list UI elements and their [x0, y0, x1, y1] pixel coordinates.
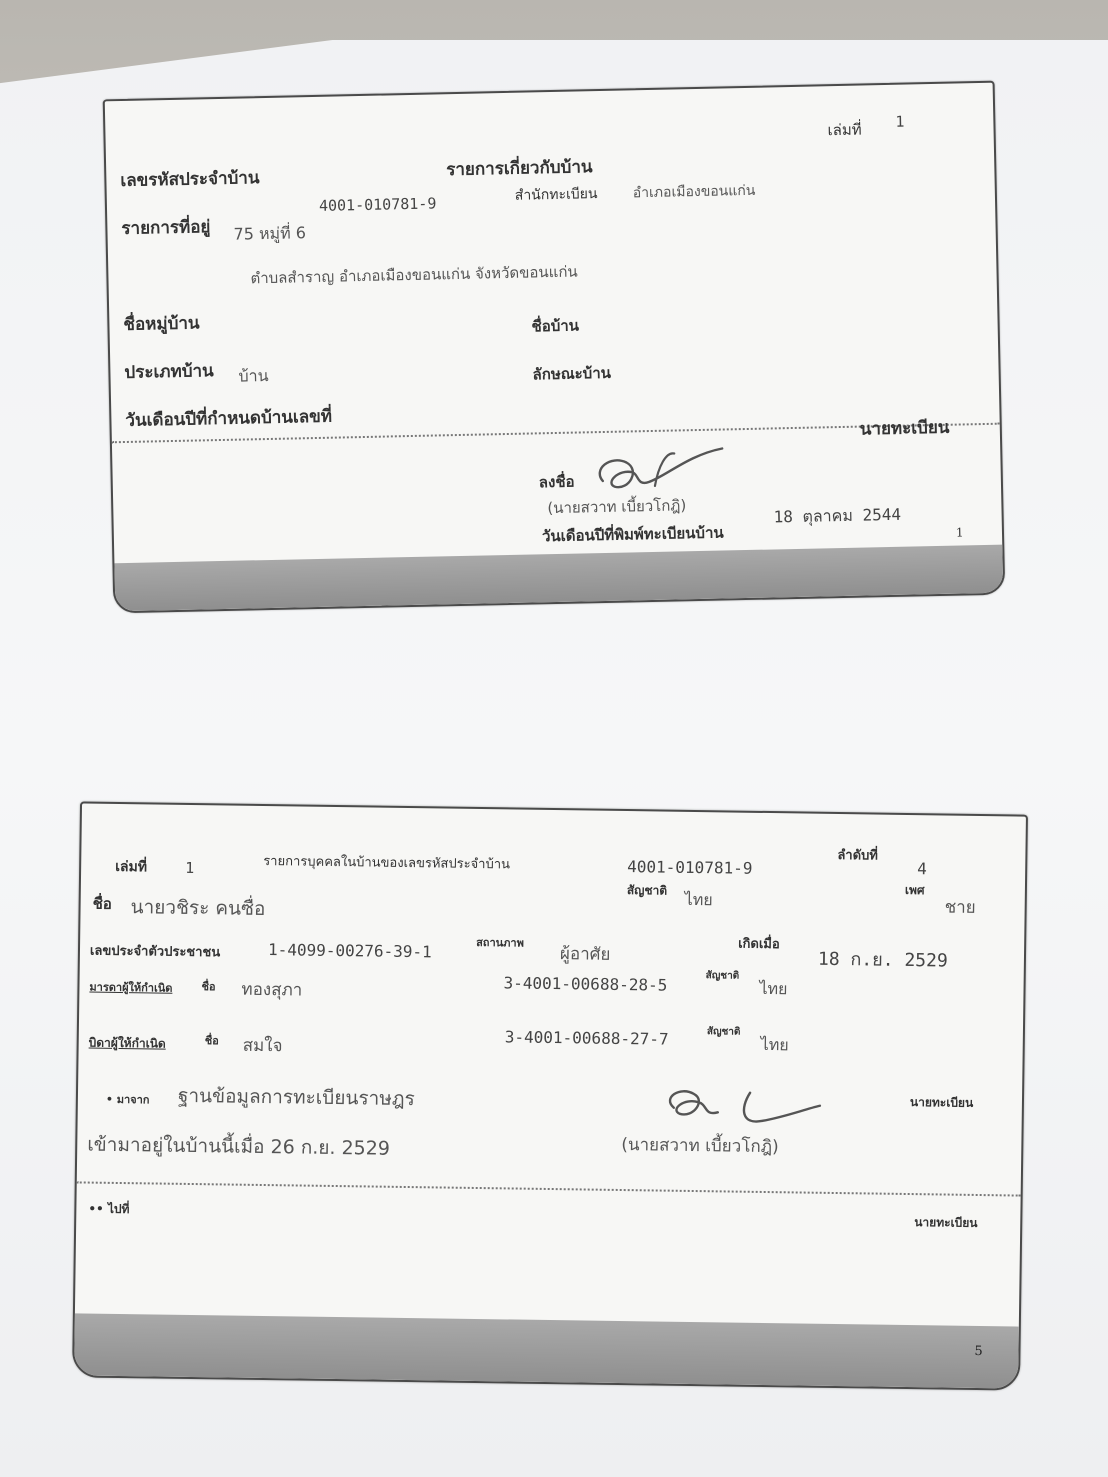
mother-label: มารดาผู้ให้กำเนิด: [89, 980, 173, 995]
order-number: 4: [917, 859, 927, 879]
village-name-label: ชื่อหมู่บ้าน: [123, 313, 200, 336]
card-title: รายการบุคคลในบ้านของเลขรหัสประจำบ้าน: [263, 853, 511, 873]
registry-office-label: สำนักทะเบียน: [514, 186, 598, 204]
status-label: สถานภาพ: [476, 935, 524, 950]
house-name-label: ชื่อบ้าน: [531, 316, 580, 336]
registrar-name: (นายสวาท เบี้ยวโกฎิ): [547, 496, 687, 518]
assign-date-label: วันเดือนปีที่กำหนดบ้านเลขที่: [125, 406, 333, 431]
sex-label: เพศ: [904, 882, 925, 898]
registrar-label: นายทะเบียน: [859, 417, 950, 440]
mother-nationality: ไทย: [759, 978, 788, 999]
house-details-card: [103, 81, 1006, 614]
status: ผู้อาศัย: [559, 944, 611, 965]
father-label: บิดาผู้ให้กำเนิด: [88, 1035, 166, 1051]
address-label: รายการที่อยู่: [121, 217, 211, 240]
born-date: 18 ก.ย. 2529: [817, 948, 948, 972]
sign-label: ลงชื่อ: [538, 472, 575, 492]
address-line-2: ตำบลสำราญ อำเภอเมืองขอนแก่น จังหวัดขอนแก่น: [250, 262, 578, 288]
to-label: •• ไปที่: [88, 1201, 130, 1217]
born-label: เกิดเมื่อ: [738, 936, 780, 953]
moved-in-text: เข้ามาอยู่ในบ้านนี้เมื่อ 26 ก.ย. 2529: [87, 1133, 391, 1160]
nationality-label: สัญชาติ: [626, 883, 668, 898]
book-label: เล่มที่: [827, 120, 862, 140]
house-character-label: ลักษณะบ้าน: [532, 363, 612, 384]
house-type-label: ประเภทบ้าน: [124, 361, 214, 383]
father-name: สมใจ: [242, 1035, 283, 1057]
father-nationality: ไทย: [760, 1034, 789, 1055]
registry-office: อำเภอเมืองขอนแก่น: [632, 182, 756, 202]
page-number: 1: [955, 525, 964, 540]
person-name: นายวชิระ คนซื่อ: [130, 896, 266, 921]
separator-line: [77, 1181, 1021, 1196]
person-details-card: [72, 801, 1028, 1390]
house-code: 4001-010781-9: [627, 857, 753, 878]
house-code: 4001-010781-9: [318, 194, 437, 215]
house-type: บ้าน: [238, 365, 269, 386]
id-label: เลขประจำตัวประชาชน: [89, 943, 221, 961]
mother-nationality-label: สัญชาติ: [705, 970, 740, 982]
name-label: ชื่อ: [92, 894, 112, 913]
mother-name-label: ชื่อ: [201, 980, 216, 994]
book-label: เล่มที่: [115, 858, 148, 876]
address-line-1: 75 หมู่ที่ 6: [233, 223, 307, 244]
card-title: รายการเกี่ยวกับบ้าน: [446, 157, 593, 181]
page-number: 5: [974, 1343, 983, 1360]
registrar-label-top: นายทะเบียน: [909, 1095, 974, 1110]
signature-image: [654, 1083, 825, 1133]
registrar-label-bottom: นายทะเบียน: [914, 1215, 978, 1230]
registrar-name: (นายสวาท เบี้ยวโกฎิ): [621, 1135, 779, 1158]
mother-name: ทองสุภา: [241, 979, 303, 1001]
order-label: ลำดับที่: [837, 847, 879, 864]
nationality: ไทย: [684, 889, 713, 910]
from-label: • มาจาก: [105, 1092, 150, 1107]
book-number: 1: [185, 858, 195, 878]
print-date-label: วันเดือนปีที่พิมพ์ทะเบียนบ้าน: [541, 523, 724, 546]
father-name-label: ชื่อ: [204, 1034, 219, 1048]
house-code-label: เลขรหัสประจำบ้าน: [120, 168, 260, 192]
mother-id: 3-4001-00688-28-5: [503, 973, 668, 995]
book-number: 1: [895, 112, 905, 131]
sex: ชาย: [944, 897, 976, 918]
print-date: 18 ตุลาคม 2544: [773, 504, 902, 527]
from-value: ฐานข้อมูลการทะเบียนราษฎร: [177, 1084, 415, 1111]
father-nationality-label: สัญชาติ: [706, 1026, 741, 1038]
footer-band: [74, 1313, 1019, 1388]
father-id: 3-4001-00688-27-7: [504, 1027, 669, 1049]
id-number: 1-4099-00276-39-1: [267, 940, 432, 962]
